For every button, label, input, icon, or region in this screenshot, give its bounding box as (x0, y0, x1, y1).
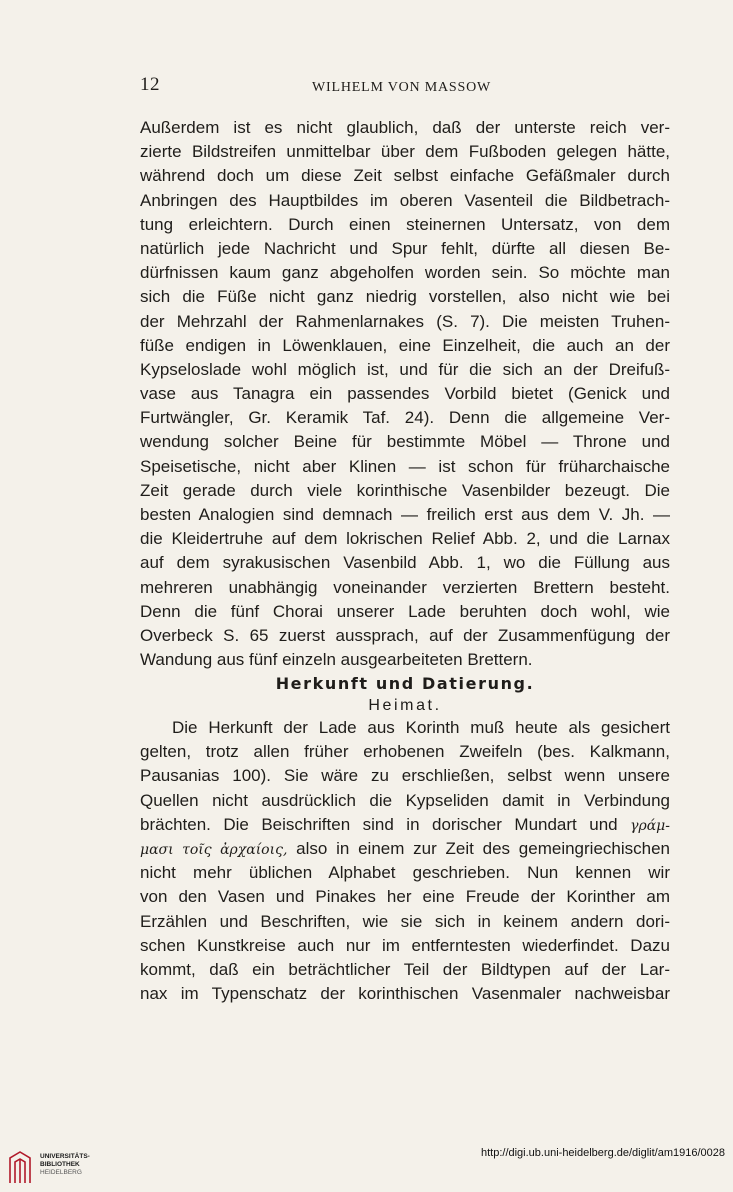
text-line: nicht mehr üblichen Alphabet geschrieben. Nun kennen wir (140, 863, 670, 883)
text-line: zierte Bildstreifen unmittelbar über dem Fußboden gelegen hätte, (140, 142, 670, 162)
text-line: der Mehrzahl der Rahmenlarnakes (S. 7). Die meisten Truhen- (140, 311, 670, 331)
greek-text: μασι τοῖς ἀρχαίοις, (140, 841, 288, 858)
text-line: Speisetische, nicht aber Klinen — ist schon für früharchaische (140, 456, 670, 476)
text-line: Kypseloslade wohl möglich ist, und für die sich an der Dreifuß- (140, 359, 670, 379)
page-number: 12 (140, 74, 160, 95)
running-head: WILHELM VON MASSOW (312, 80, 492, 95)
text-line: Erzählen und Beschriften, wie sie sich in keinem andern dori- (140, 911, 670, 931)
paragraph (140, 716, 670, 1006)
text-line: nax im Typenschatz der korinthischen Vasenmaler nachweisbar (140, 984, 670, 1004)
text-line: Furtwängler, Gr. Keramik Taf. 24). Denn die allgemeine Ver- (140, 408, 670, 428)
greek-text: γράμ- (630, 817, 670, 834)
text-line (140, 837, 670, 861)
library-name-line: BIBLIOTHEK (40, 1161, 80, 1168)
paragraph (140, 116, 670, 672)
text-line: Anbringen des Hauptbildes im oberen Vasenteil die Bildbetrach- (140, 190, 670, 210)
text-line: sich die Füße nicht ganz niedrig vorstellen, also nicht wie bei (140, 287, 670, 307)
text-line: Pausanias 100). Sie wäre zu erschließen, selbst wenn unsere (140, 766, 670, 786)
text-line: besten Analogien sind demnach — freilich erst aus dem V. Jh. — (140, 505, 670, 524)
line-text: brächten. Die Beischriften sind in dorischer Mundart und (140, 814, 618, 834)
text-line: von den Vasen und Pinakes her eine Freude der Korinther am (140, 887, 670, 907)
text-line: tung erleichtern. Durch einen steinernen Untersatz, von dem (140, 214, 670, 234)
text-line: die Kleidertruhe auf dem lokrischen Relief Abb. 2, und die Larnax (140, 529, 670, 549)
text-line: vase aus Tanagra ein passendes Vorbild bietet (Genick und (140, 384, 670, 404)
text-line: wendung solcher Beine für bestimmte Möbel — Throne und (140, 432, 670, 452)
text-line: Wandung aus fünf einzeln ausgearbeiteten Brettern. (140, 650, 533, 670)
section-heading: Herkunft und Datierung. (275, 674, 535, 693)
text-line: auf dem syrakusischen Vasenbild Abb. 1, wo die Füllung aus (140, 553, 670, 573)
text-line: schen Kunstkreise auch nur im entferntesten wiederfindet. Dazu (140, 935, 670, 955)
university-library-logo-icon (8, 1150, 32, 1184)
text-line: Die Herkunft der Lade aus Korinth muß heute als gesichert (172, 718, 670, 737)
subsection-heading: Heimat. (368, 697, 442, 714)
text-line: Quellen nicht ausdrücklich die Kypseliden damit in Verbindung (140, 790, 670, 810)
text-line: Außerdem ist es nicht glaublich, daß der unterste reich ver- (140, 118, 670, 137)
library-name-line: HEIDELBERG (40, 1169, 82, 1176)
text-line: Denn die fünf Chorai unserer Lade beruhten doch wohl, wie (140, 601, 670, 621)
text-line (140, 813, 670, 837)
library-name-line: UNIVERSITÄTS- (40, 1153, 90, 1160)
text-line: füße endigen in Löwenklauen, eine Einzelheit, die auch an der (140, 335, 670, 355)
text-line: mehreren unabhängig voneinander verzierten Brettern besteht. (140, 577, 670, 597)
library-name (40, 1153, 90, 1177)
text-line: gelten, trotz allen früher erhobenen Zweifeln (bes. Kalkmann, (140, 742, 670, 762)
text-line: dürfnissen kaum ganz abgeholfen worden sein. So möchte man (140, 263, 670, 283)
text-line: kommt, daß ein beträchtlicher Teil der Bildtypen auf der Lar- (140, 959, 670, 979)
text-line: Overbeck S. 65 zuerst aussprach, auf der Zusammenfügung der (140, 625, 670, 645)
line-text: also in einem zur Zeit des gemeingriechischen (296, 838, 671, 858)
text-line: natürlich jede Nachricht und Spur fehlt, dürfte all diesen Be- (140, 238, 670, 258)
text-line: während doch um diese Zeit selbst einfache Gefäßmaler durch (140, 166, 670, 186)
digital-object-url-link[interactable]: http://digi.ub.uni-heidelberg.de/diglit/am1916/0028 (480, 1147, 725, 1159)
text-line: Zeit gerade durch viele korinthische Vasenbilder bezeugt. Die (140, 480, 670, 500)
